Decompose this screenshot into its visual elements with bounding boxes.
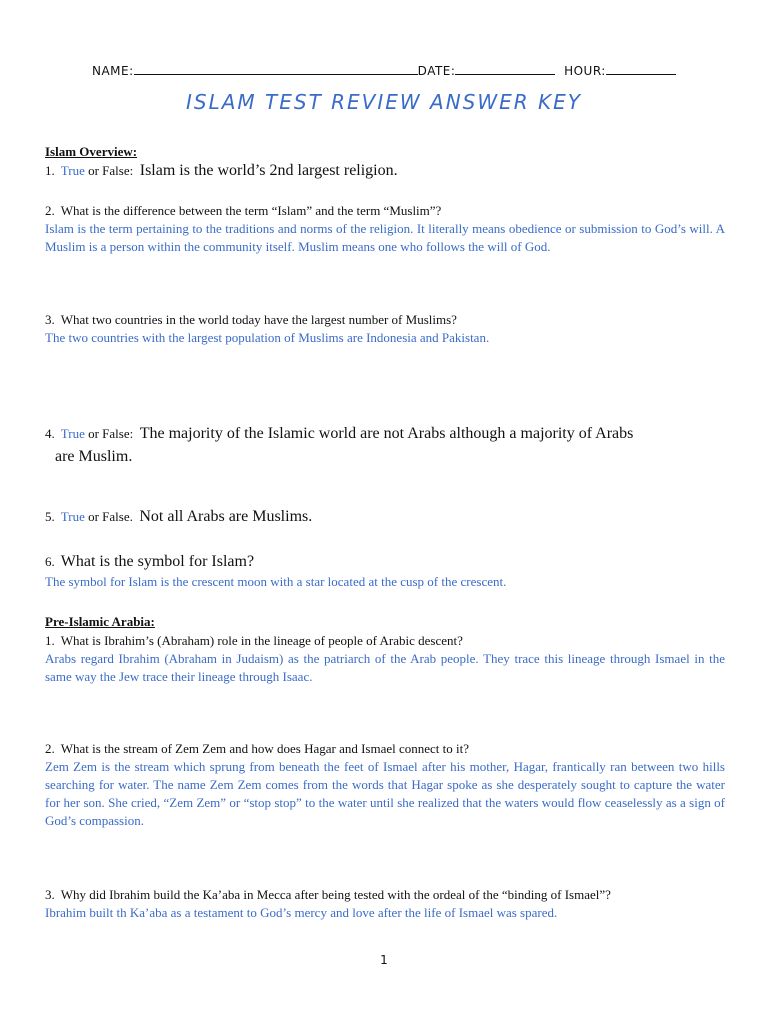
page-title: ISLAM TEST REVIEW ANSWER KEY: [185, 90, 582, 114]
pre-islamic-heading-block: [45, 614, 725, 630]
q-number: 6.: [45, 554, 55, 569]
hour-label: HOUR:: [564, 64, 606, 78]
answer-text: The two countries with the largest population of Muslims are Indonesia and Pakistan.: [45, 330, 490, 345]
q-number: 2.: [45, 741, 55, 756]
q-number: 4.: [45, 426, 55, 441]
answer-text: The symbol for Islam is the crescent moon with a star located at the cusp of the crescent.: [45, 574, 507, 589]
section-heading-pre-islamic: Pre-Islamic Arabia:: [45, 614, 155, 629]
answer-text: Arabs regard Ibrahim (Abraham in Judaism) as the patriarch of the Arab people. They trace this lineage through Ismael in the same way the Jew trace their lineage through Isaac.: [45, 651, 725, 684]
student-info-line: [92, 62, 692, 78]
overview-q3: [45, 311, 725, 347]
question-text: What is Ibrahim’s (Abraham) role in the lineage of people of Arabic descent?: [60, 633, 463, 648]
true-option: True: [60, 426, 85, 441]
answer-text: Islam is the term pertaining to the traditions and norms of the religion. It literally means obedience or submission to God’s will. A Muslim is a person within the community itself. Muslim means one who follows the will of God.: [45, 221, 725, 254]
tf-statement: Islam is the world’s 2nd largest religion.: [139, 162, 398, 179]
pre-islamic-q1: [45, 632, 725, 686]
name-label: NAME:: [92, 64, 134, 78]
tf-statement: The majority of the Islamic world are not Arabs although a majority of Arabs: [139, 425, 634, 442]
false-option: or False:: [84, 426, 134, 441]
date-blank[interactable]: [455, 62, 555, 75]
question-text: What is the difference between the term “Islam” and the term “Muslim”?: [60, 203, 442, 218]
question-text: Why did Ibrahim build the Ka’aba in Mecca after being tested with the ordeal of the “binding of Ismael”?: [60, 887, 611, 902]
overview-q1: [45, 162, 725, 180]
overview-q2: [45, 202, 725, 256]
false-option: or False.: [84, 509, 133, 524]
name-blank[interactable]: [134, 62, 418, 75]
overview-q6: [45, 550, 725, 591]
true-option: True: [60, 509, 85, 524]
tf-statement-continued: are Muslim.: [55, 448, 133, 465]
true-option: True: [60, 163, 85, 178]
q-number: 3.: [45, 312, 55, 327]
question-text: What is the symbol for Islam?: [60, 553, 255, 570]
overview-q5: [45, 505, 725, 528]
date-label: DATE:: [417, 64, 456, 78]
pre-islamic-q2: [45, 740, 725, 830]
section-heading-overview: Islam Overview:: [45, 144, 138, 159]
hour-blank[interactable]: [606, 62, 676, 75]
q-number: 1.: [45, 163, 55, 178]
q-number: 1.: [45, 633, 55, 648]
answer-text: Ibrahim built th Ka’aba as a testament to God’s mercy and love after the life of Ismael was spared.: [45, 905, 558, 920]
pre-islamic-q3: [45, 886, 725, 922]
page-number: 1: [380, 953, 388, 967]
answer-text: Zem Zem is the stream which sprung from beneath the feet of Ismael after his mother, Hagar, frantically ran between two hills searching for water. The name Zem Zem comes from the words that Hagar spoke as she desperately sought to capture the water for her son. She cried, “Zem Zem” or “stop stop” to the water until she realized that the waters would flow ceaselessly as a sign of God’s compassion.: [45, 759, 725, 828]
tf-statement: Not all Arabs are Muslims.: [139, 508, 313, 525]
overview-heading-block: [45, 144, 725, 160]
q-number: 2.: [45, 203, 55, 218]
q-number: 3.: [45, 887, 55, 902]
question-text: What is the stream of Zem Zem and how does Hagar and Ismael connect to it?: [60, 741, 470, 756]
q-number: 5.: [45, 509, 55, 524]
overview-q4: [45, 422, 725, 468]
question-text: What two countries in the world today have the largest number of Muslims?: [60, 312, 457, 327]
false-option: or False:: [84, 163, 134, 178]
